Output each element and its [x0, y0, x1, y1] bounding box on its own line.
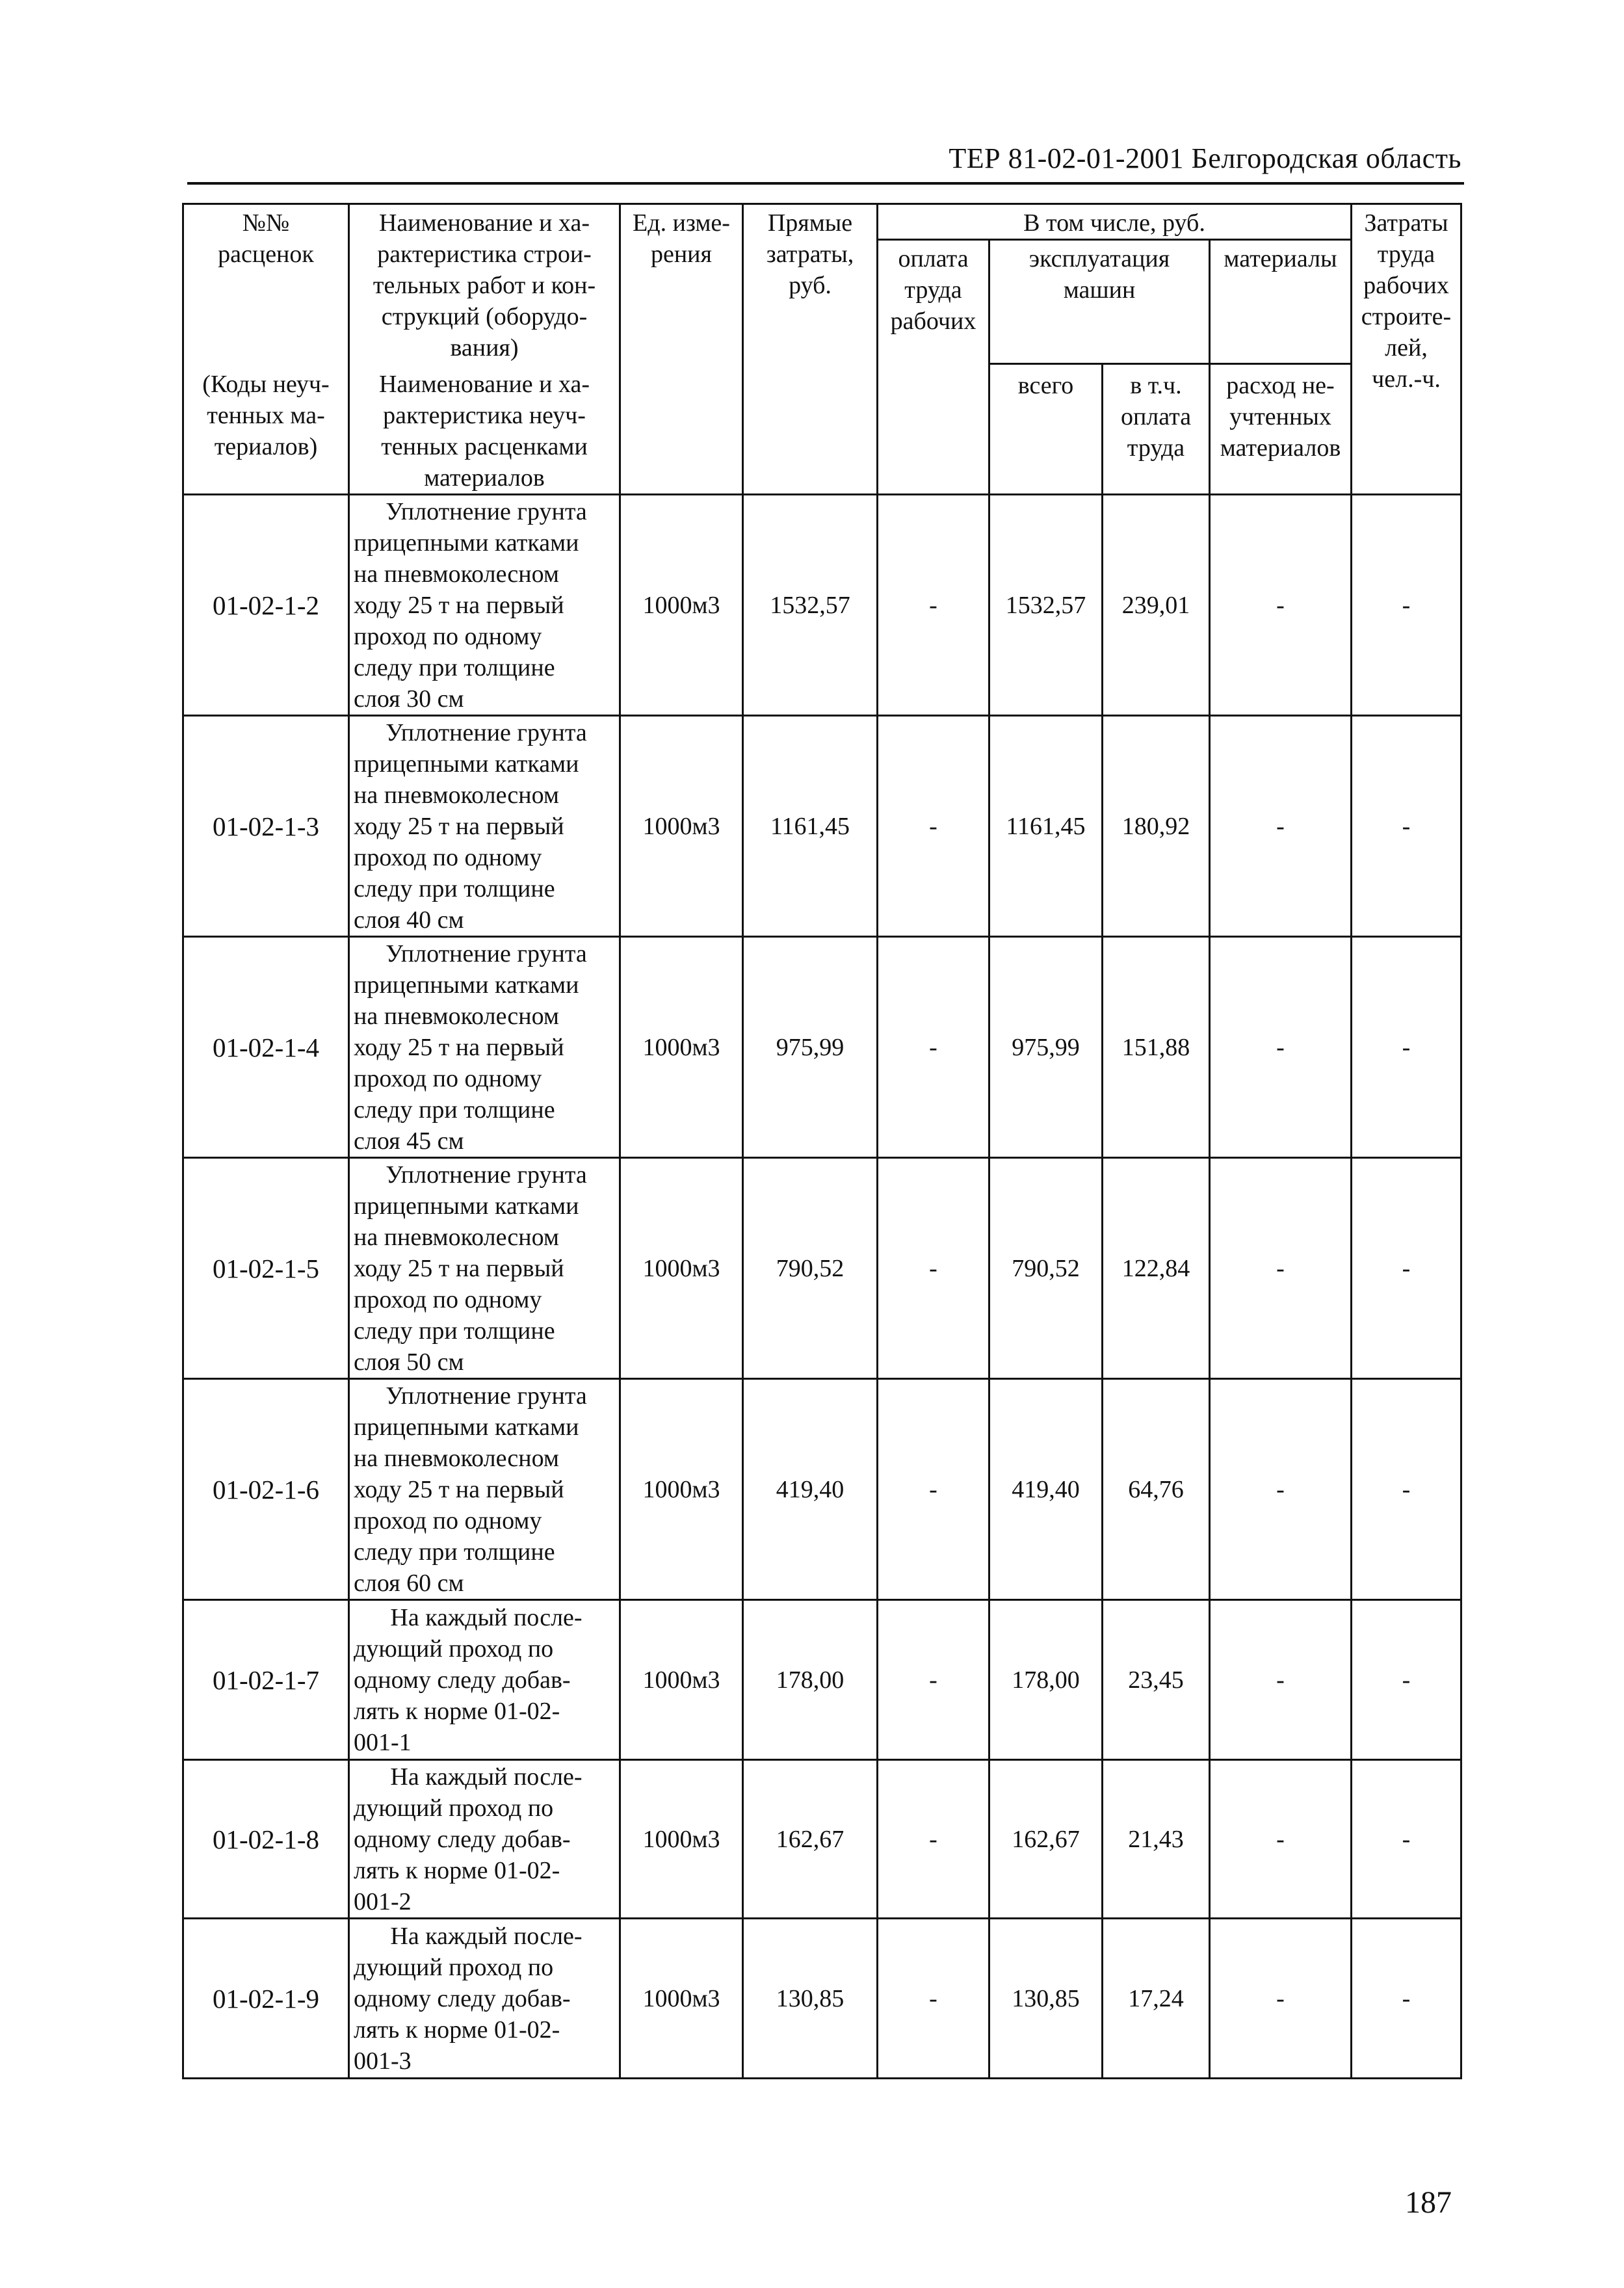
machines-labor-pay-cell: 17,24	[1103, 1919, 1210, 2079]
direct-costs-cell: 1532,57	[743, 495, 878, 716]
direct-costs-cell: 419,40	[743, 1379, 878, 1600]
labor-pay-cell: -	[878, 1379, 989, 1600]
work-description-cell: Уплотнение грунта прицепными катками на пневмоколесном ходу 25 т на первый проход по одному следу при толщине слоя 30 см	[349, 495, 620, 716]
page-number: 187	[1405, 2185, 1452, 2220]
work-description-cell: Уплотнение грунта прицепными катками на пневмоколесном ходу 25 т на первый проход по одному следу при толщине слоя 45 см	[349, 937, 620, 1158]
unit-of-measure-cell: 1000м3	[620, 1158, 743, 1379]
work-description-cell: На каждый после- дующий проход по одному следу добав- лять к норме 01-02- 001-2	[349, 1760, 620, 1919]
direct-costs-cell: 1161,45	[743, 716, 878, 937]
table-row	[183, 716, 1461, 937]
work-description-cell: Уплотнение грунта прицепными катками на пневмоколесном ходу 25 т на первый проход по одному следу при толщине слоя 40 см	[349, 716, 620, 937]
work-description-first-line: Уплотнение грунта	[386, 1382, 587, 1410]
work-description-first-line: Уплотнение грунта	[386, 1161, 587, 1189]
machines-total-cell: 130,85	[989, 1919, 1103, 2079]
work-description-first-line: На каждый после-	[390, 1763, 583, 1791]
machines-labor-pay-cell: 239,01	[1103, 495, 1210, 716]
work-description-cell: Уплотнение грунта прицепными катками на пневмоколесном ходу 25 т на первый проход по одному следу при толщине слоя 60 см	[349, 1379, 620, 1600]
labor-pay-cell: -	[878, 1158, 989, 1379]
rate-code-cell: 01-02-1-6	[183, 1379, 349, 1600]
unit-of-measure-cell: 1000м3	[620, 1600, 743, 1760]
header-code-bottom: (Коды неуч- тенных ма- териалов)	[183, 363, 349, 495]
machines-total-cell: 790,52	[989, 1158, 1103, 1379]
work-description-cell: На каждый после- дующий проход по одному следу добав- лять к норме 01-02- 001-1	[349, 1600, 620, 1760]
machines-total-cell: 1161,45	[989, 716, 1103, 937]
direct-costs-cell: 975,99	[743, 937, 878, 1158]
direct-costs-cell: 130,85	[743, 1919, 878, 2079]
labor-cost-cell: -	[1352, 1919, 1461, 2079]
header-machines-group: эксплуатация машин	[989, 240, 1210, 364]
labor-pay-cell: -	[878, 495, 989, 716]
header-materials-unaccounted: расход не- учтенных материалов	[1210, 363, 1352, 495]
document-header-title: ТЕР 81-02-01-2001 Белгородская область	[949, 142, 1461, 174]
labor-cost-cell: -	[1352, 716, 1461, 937]
table-row	[183, 937, 1461, 1158]
rate-code-cell: 01-02-1-4	[183, 937, 349, 1158]
header-rule	[187, 182, 1464, 185]
unit-of-measure-cell: 1000м3	[620, 1760, 743, 1919]
unit-of-measure-cell: 1000м3	[620, 495, 743, 716]
machines-labor-pay-cell: 21,43	[1103, 1760, 1210, 1919]
labor-pay-cell: -	[878, 1760, 989, 1919]
materials-cell: -	[1210, 1158, 1352, 1379]
unit-of-measure-cell: 1000м3	[620, 937, 743, 1158]
rates-table	[182, 203, 1462, 2079]
labor-cost-cell: -	[1352, 937, 1461, 1158]
machines-total-cell: 162,67	[989, 1760, 1103, 1919]
labor-cost-cell: -	[1352, 1600, 1461, 1760]
table-row	[183, 495, 1461, 716]
header-code-top: №№ расценок	[183, 204, 349, 364]
machines-total-cell: 975,99	[989, 937, 1103, 1158]
machines-labor-pay-cell: 23,45	[1103, 1600, 1210, 1760]
header-labor-cost: Затраты труда рабочих строите- лей, чел.-ч.	[1352, 204, 1461, 495]
direct-costs-cell: 162,67	[743, 1760, 878, 1919]
table-row	[183, 1379, 1461, 1600]
labor-pay-cell: -	[878, 1600, 989, 1760]
labor-cost-cell: -	[1352, 1760, 1461, 1919]
work-description-first-line: Уплотнение грунта	[386, 497, 587, 525]
work-description-first-line: На каждый после-	[390, 1922, 583, 1950]
table-row	[183, 1158, 1461, 1379]
work-description-cell: На каждый после- дующий проход по одному следу добав- лять к норме 01-02- 001-3	[349, 1919, 620, 2079]
work-description-cell: Уплотнение грунта прицепными катками на пневмоколесном ходу 25 т на первый проход по одному следу при толщине слоя 50 см	[349, 1158, 620, 1379]
machines-total-cell: 178,00	[989, 1600, 1103, 1760]
materials-cell: -	[1210, 1379, 1352, 1600]
header-name-bottom: Наименование и ха- рактеристика неуч- тенных расценками материалов	[349, 363, 620, 495]
rate-code-cell: 01-02-1-8	[183, 1760, 349, 1919]
header-including-group: В том числе, руб.	[878, 204, 1352, 240]
table-row	[183, 1919, 1461, 2079]
header-unit: Ед. изме- рения	[620, 204, 743, 495]
work-description-first-line: На каждый после-	[390, 1603, 583, 1631]
header-machines-total: всего	[989, 363, 1103, 495]
direct-costs-cell: 178,00	[743, 1600, 878, 1760]
materials-cell: -	[1210, 495, 1352, 716]
direct-costs-cell: 790,52	[743, 1158, 878, 1379]
table-row	[183, 1600, 1461, 1760]
labor-cost-cell: -	[1352, 495, 1461, 716]
machines-labor-pay-cell: 180,92	[1103, 716, 1210, 937]
work-description-first-line: Уплотнение грунта	[386, 718, 587, 746]
rate-code-cell: 01-02-1-3	[183, 716, 349, 937]
machines-total-cell: 419,40	[989, 1379, 1103, 1600]
machines-total-cell: 1532,57	[989, 495, 1103, 716]
labor-cost-cell: -	[1352, 1379, 1461, 1600]
labor-pay-cell: -	[878, 1919, 989, 2079]
header-name-top: Наименование и ха- рактеристика строи- тельных работ и кон- струкций (оборудо- вания)	[349, 204, 620, 364]
unit-of-measure-cell: 1000м3	[620, 1379, 743, 1600]
labor-pay-cell: -	[878, 937, 989, 1158]
header-materials: материалы	[1210, 240, 1352, 364]
rate-code-cell: 01-02-1-9	[183, 1919, 349, 2079]
unit-of-measure-cell: 1000м3	[620, 1919, 743, 2079]
work-description-first-line: Уплотнение грунта	[386, 940, 587, 967]
rate-code-cell: 01-02-1-7	[183, 1600, 349, 1760]
machines-labor-pay-cell: 151,88	[1103, 937, 1210, 1158]
header-labor-pay: оплата труда рабочих	[878, 240, 989, 495]
rate-code-cell: 01-02-1-5	[183, 1158, 349, 1379]
labor-pay-cell: -	[878, 716, 989, 937]
machines-labor-pay-cell: 122,84	[1103, 1158, 1210, 1379]
materials-cell: -	[1210, 716, 1352, 937]
header-machines-labor: в т.ч. оплата труда	[1103, 363, 1210, 495]
table-row	[183, 1760, 1461, 1919]
header-direct-costs: Прямые затраты, руб.	[743, 204, 878, 495]
labor-cost-cell: -	[1352, 1158, 1461, 1379]
materials-cell: -	[1210, 937, 1352, 1158]
materials-cell: -	[1210, 1760, 1352, 1919]
materials-cell: -	[1210, 1600, 1352, 1760]
machines-labor-pay-cell: 64,76	[1103, 1379, 1210, 1600]
materials-cell: -	[1210, 1919, 1352, 2079]
unit-of-measure-cell: 1000м3	[620, 716, 743, 937]
rate-code-cell: 01-02-1-2	[183, 495, 349, 716]
